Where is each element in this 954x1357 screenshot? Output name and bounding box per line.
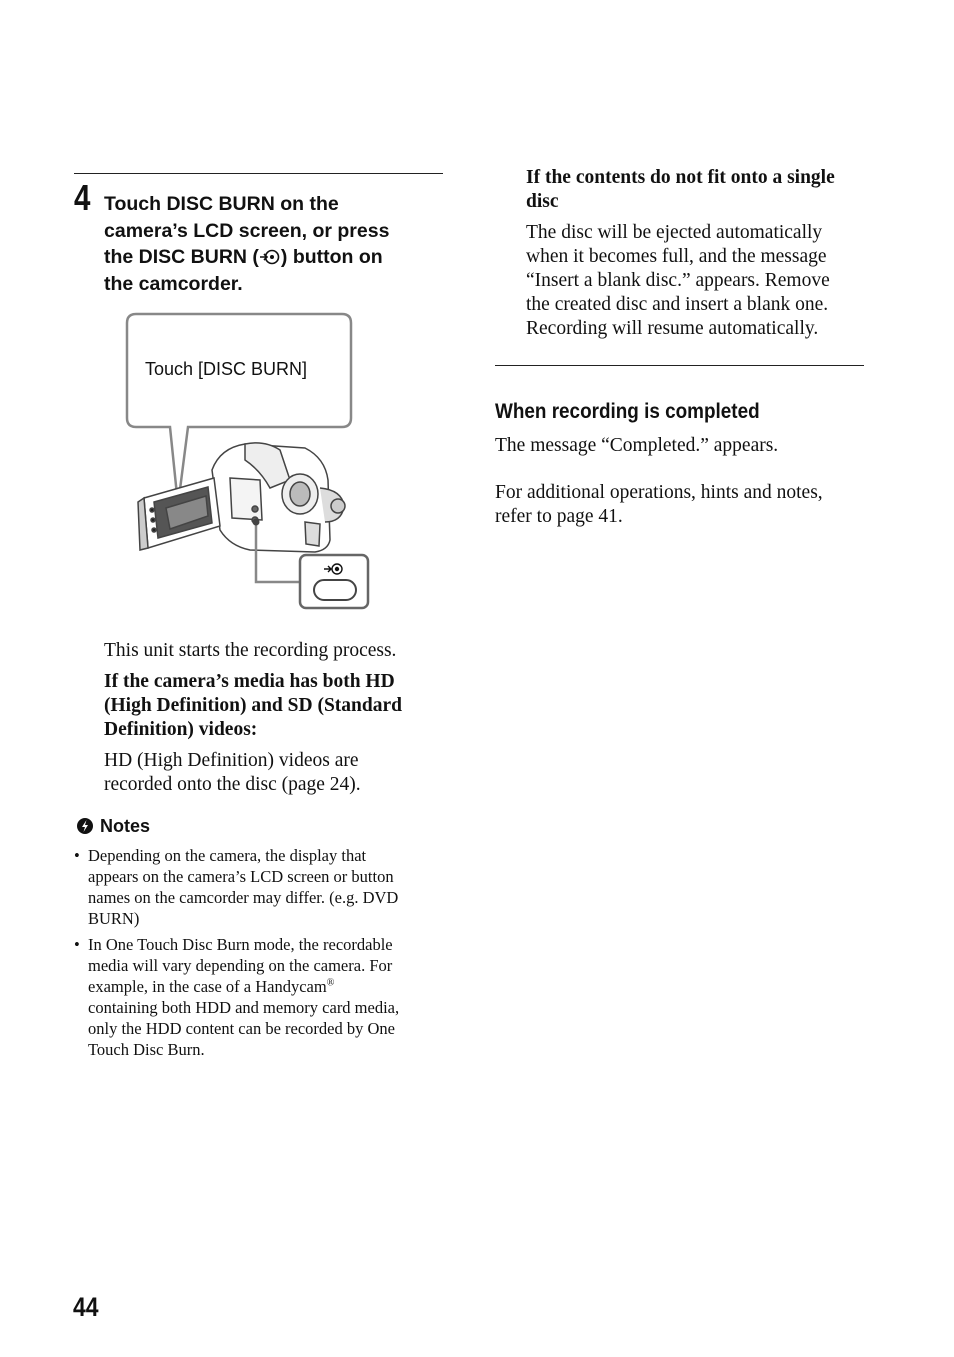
notes-heading: Notes bbox=[76, 814, 150, 838]
lcd-screen bbox=[138, 478, 220, 550]
page-number: 44 bbox=[73, 1292, 99, 1322]
left-top-rule bbox=[74, 173, 443, 174]
fit-body: The disc will be ejected automatically when it becomes full, and the message “Insert a blank disc.” appears. Remove the created disc and insert a blank one. Recording will resume automatically. bbox=[526, 222, 830, 339]
callout-label: Touch [DISC BURN] bbox=[145, 359, 308, 379]
registered-mark: ® bbox=[326, 977, 335, 989]
notes-list bbox=[74, 845, 444, 1065]
right-section-rule bbox=[495, 365, 864, 366]
note-item: • In One Touch Disc Burn mode, the recordable media will vary depending on the camera. For example, in the case of a Handycam® containing both HDD and memory card media, only the HDD content can be recorded by One Touch Disc Burn. bbox=[74, 934, 444, 1060]
camcorder bbox=[212, 443, 345, 552]
hd-sd-heading: If the camera’s media has both HD (High Definition) and SD (Standard Definition) videos: bbox=[104, 671, 402, 740]
hd-sd-body: HD (High Definition) videos are recorded onto the disc (page 24). bbox=[104, 750, 361, 795]
step-number: 4 bbox=[74, 177, 91, 218]
camcorder-illustration bbox=[120, 310, 380, 615]
note-item: • Depending on the camera, the display that appears on the camera’s LCD screen or button names on the camcorder may differ. (e.g. DVD BURN) bbox=[74, 845, 444, 929]
fit-heading: If the contents do not fit onto a single disc bbox=[526, 167, 835, 212]
process-text: This unit starts the recording process. bbox=[104, 640, 397, 661]
additional-info: For additional operations, hints and notes, refer to page 41. bbox=[495, 482, 823, 527]
notes-icon bbox=[76, 817, 94, 835]
step-instruction: Touch DISC BURN on the camera’s LCD screen, or press the DISC BURN ( ) button on the camcorder. bbox=[104, 193, 390, 295]
disc-burn-icon bbox=[259, 248, 281, 266]
completed-body: The message “Completed.” appears. bbox=[495, 435, 779, 456]
completed-heading: When recording is completed bbox=[495, 400, 760, 423]
disc-burn-button bbox=[314, 580, 356, 600]
